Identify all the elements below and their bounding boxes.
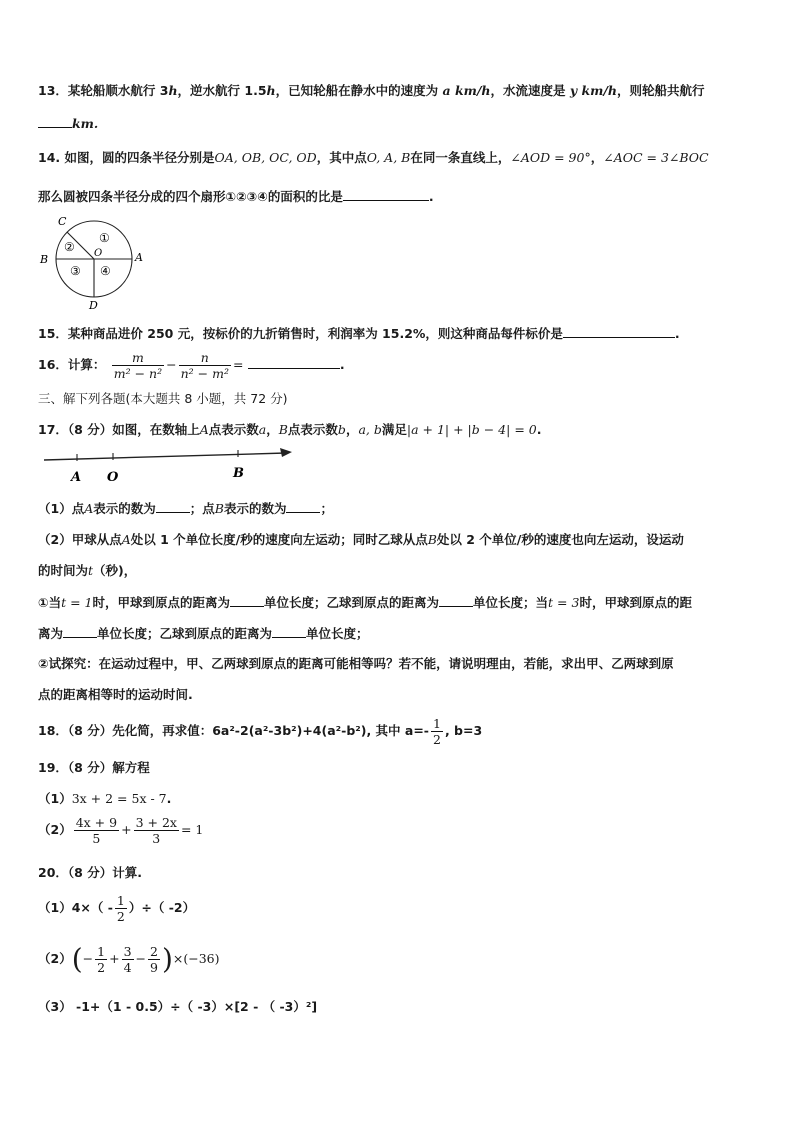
q14-text: 14. 如图，圆的四条半径分别是 <box>38 150 215 165</box>
q17-p1 <box>38 500 333 517</box>
q13-text: ，逆水航行 1.5 <box>177 83 267 98</box>
q17-text: ①当 <box>38 595 62 610</box>
q18-line <box>38 716 482 747</box>
label-c: C <box>58 215 67 228</box>
fraction-denominator: 3 <box>134 830 179 846</box>
number-line-figure <box>40 448 310 488</box>
fraction-denominator: 4 <box>123 960 132 975</box>
plus-sign: + <box>109 951 120 966</box>
answer-blank[interactable] <box>343 188 429 201</box>
q17-text: 点表示数 <box>208 422 259 437</box>
q17-text: ， <box>266 422 279 437</box>
q17-point-a: A <box>199 422 209 437</box>
answer-blank[interactable] <box>286 500 320 513</box>
q19-p1 <box>38 791 171 807</box>
q16-line <box>38 350 345 381</box>
q17-text: 点表示数 <box>287 422 338 437</box>
q17-text: （秒)， <box>93 563 137 578</box>
axis-label-b: B <box>233 466 244 481</box>
minus-sign: − <box>166 357 177 372</box>
fraction-denominator: 2 <box>116 909 125 924</box>
q13-text: ，则轮船共航行 <box>617 83 705 98</box>
q16-fraction-1 <box>112 350 164 381</box>
q17-c1-line2 <box>38 625 369 642</box>
q19-label: （1） <box>38 791 72 806</box>
answer-blank[interactable] <box>248 356 340 369</box>
q20-fraction-1 <box>95 944 107 975</box>
sector-4: ④ <box>100 264 111 278</box>
q18-text: 18．（8 分）先化简，再求值：6a²-2(a²-3b²)+4(a²-b²), 其中 a=- <box>38 723 429 738</box>
q20-p3: （3） -1+（1 - 0.5）÷（ -3）×[2 - （ -3）²] <box>38 999 318 1014</box>
q13-speed-a: a km/h <box>442 83 491 98</box>
fraction-denominator: 2 <box>97 960 106 975</box>
q13-unit-km: km. <box>72 116 99 131</box>
q14-radii: OA, OB, OC, OD <box>214 150 317 165</box>
q19-fraction-2 <box>134 815 179 846</box>
q17-t-eq-3: t = 3 <box>548 595 580 610</box>
q15-line <box>38 325 680 342</box>
section-heading: 三、解下列各题(本大题共 8 小题，共 72 分) <box>38 391 288 406</box>
q20-p2 <box>38 944 220 975</box>
q19-equation: 3x + 2 = 5x - 7 <box>71 791 167 806</box>
fraction-numerator: 1 <box>116 893 125 908</box>
q14-line1 <box>38 150 709 166</box>
fraction-denominator: m² − n² <box>113 366 163 381</box>
q17-text: 17．（8 分）如图，在数轴上 <box>38 422 200 437</box>
fraction-denominator: 5 <box>74 830 119 846</box>
q17-point-b: B <box>214 501 224 516</box>
q20-multiplier: ×(−36) <box>172 951 220 966</box>
fraction-numerator: m <box>132 350 144 365</box>
q17-text: 满足 <box>381 422 407 437</box>
q17-text: ， <box>345 422 359 437</box>
sector-2: ② <box>64 240 75 254</box>
number-line-axis <box>44 453 286 460</box>
q17-c2-line1: ②试探究：在运动过程中，甲、乙两球到原点的距离可能相等吗？若不能，请说明理由，若能，求出甲、乙两球到原 <box>38 656 674 671</box>
q20-fraction-2 <box>122 944 134 975</box>
axis-label-o: O <box>107 470 119 485</box>
q14-text: ， <box>590 150 604 165</box>
right-paren: ) <box>161 942 173 976</box>
sector-1: ① <box>99 231 110 245</box>
q20-fraction <box>115 893 127 924</box>
q17-c2-line2: 点的距离相等时的运动时间. <box>38 687 193 702</box>
q17-p2-line2 <box>38 563 136 579</box>
answer-blank[interactable] <box>563 325 675 338</box>
q20-p1 <box>38 893 195 924</box>
q17-line1 <box>38 422 541 438</box>
q17-condition: |a + 1| + |b − 4| = 0 <box>406 422 537 437</box>
q14-text: 那么圆被四条半径分成的四个扇形①②③④的面积的比是 <box>38 189 343 204</box>
q19-fraction-1 <box>74 815 119 846</box>
q17-text: 单位长度； <box>306 626 369 641</box>
q17-text: 时，甲球到原点的距离为 <box>92 595 231 610</box>
answer-blank[interactable] <box>63 625 97 638</box>
q13-speed-y: y km/h <box>569 83 618 98</box>
q14-text: . <box>428 189 434 204</box>
q13-text: 13．某轮船顺水航行 3 <box>38 83 169 98</box>
q17-text: 表示的数为 <box>223 501 287 516</box>
q17-text: 处以 1 个单位长度/秒的速度向左运动；同时乙球从点 <box>130 532 428 547</box>
q17-text: （1）点 <box>38 501 85 516</box>
q17-point-b: B <box>278 422 288 437</box>
q19-label: （2） <box>38 822 72 837</box>
axis-label-a: A <box>71 470 82 485</box>
axis-arrow-icon <box>280 448 292 457</box>
q17-var-a: a <box>258 422 267 437</box>
fraction-numerator: n <box>200 350 209 365</box>
answer-blank[interactable] <box>38 115 72 128</box>
plus-sign: + <box>121 822 132 837</box>
q16-fraction-2 <box>179 350 231 381</box>
q14-points: O, A, B <box>366 150 411 165</box>
answer-blank[interactable] <box>272 625 306 638</box>
fraction-numerator: 1 <box>97 944 106 959</box>
q17-point-a: A <box>121 532 131 547</box>
fraction-denominator: 9 <box>150 960 158 975</box>
q17-text: 离为 <box>38 626 64 641</box>
q13-text: ，已知轮船在静水中的速度为 <box>275 83 443 98</box>
fraction-numerator: 3 <box>123 944 132 959</box>
q19-p2 <box>38 815 203 846</box>
q17-point-a: A <box>84 501 94 516</box>
q17-text: ； <box>320 501 333 516</box>
sector-3: ③ <box>70 264 81 278</box>
q17-p2-line1 <box>38 532 684 548</box>
fraction-numerator: 2 <box>150 944 158 959</box>
fraction-numerator: 1 <box>433 716 441 731</box>
q16-text: . <box>339 357 345 372</box>
equals-sign: = 1 <box>180 822 204 837</box>
q17-text: （2）甲球从点 <box>38 532 122 547</box>
q18-fraction <box>431 716 443 747</box>
left-paren: ( <box>71 942 83 976</box>
q17-t-eq-1: t = 1 <box>61 595 93 610</box>
q15-text: 15．某种商品进价 250 元，按标价的九折销售时，利润率为 15.2%，则这种商品每件标价是 <box>38 326 563 341</box>
q17-text: ；点 <box>189 501 215 516</box>
q17-text: . <box>536 422 542 437</box>
q17-text: 单位长度；当 <box>473 595 549 610</box>
q13-line2 <box>38 115 98 132</box>
q20-title: 20．（8 分）计算. <box>38 865 142 880</box>
q17-text: 单位长度；乙球到原点的距离为 <box>264 595 440 610</box>
q19-title: 19．（8 分）解方程 <box>38 760 150 775</box>
q13-unit-h: h <box>266 83 276 98</box>
q14-circle-figure <box>36 212 148 312</box>
label-o: O <box>94 248 103 259</box>
answer-blank[interactable] <box>230 594 264 607</box>
q18-text: , b=3 <box>444 723 483 738</box>
q17-var-t: t <box>88 563 94 578</box>
minus-sign: − <box>135 951 146 966</box>
q13-text: ，水流速度是 <box>490 83 570 98</box>
q17-text: 处以 2 个单位/秒的速度也向左运动，设运动 <box>436 532 684 547</box>
q20-text: ）÷（ -2） <box>128 900 196 915</box>
label-b: B <box>40 253 49 266</box>
fraction-numerator: 3 + 2x <box>135 815 177 830</box>
q17-vars: a, b <box>358 422 382 437</box>
q13-line1 <box>38 83 705 99</box>
label-a: A <box>135 251 143 264</box>
q17-text: 时，甲球到原点的距 <box>579 595 692 610</box>
fraction-numerator: 4x + 9 <box>75 815 118 830</box>
q19-text: . <box>166 791 172 806</box>
q20-label: （2） <box>38 951 72 966</box>
answer-blank[interactable] <box>156 500 190 513</box>
minus-sign: − <box>82 951 94 966</box>
q15-text: . <box>674 326 680 341</box>
q13-unit-h: h <box>168 83 178 98</box>
q20-fraction-3 <box>148 944 160 975</box>
q14-text: 在同一条直线上， <box>410 150 511 165</box>
q16-text: 16．计算： <box>38 357 106 372</box>
q17-c1-line1 <box>38 594 692 611</box>
answer-blank[interactable] <box>439 594 473 607</box>
q17-text: 表示的数为 <box>93 501 156 516</box>
fraction-denominator: n² − m² <box>180 366 229 381</box>
q14-angle-aoc: ∠AOC = 3∠BOC <box>603 150 709 165</box>
equals-sign: = <box>232 357 244 372</box>
q17-text: 的时间为 <box>38 563 89 578</box>
q14-line2 <box>38 188 434 205</box>
fraction-denominator: 2 <box>433 732 441 747</box>
label-d: D <box>89 299 98 312</box>
q17-text: 单位长度；乙球到原点的距离为 <box>97 626 273 641</box>
q17-var-b: b <box>337 422 346 437</box>
q17-point-b: B <box>427 532 437 547</box>
q14-text: ，其中点 <box>316 150 367 165</box>
q14-angle-aod: ∠AOD = 90° <box>510 150 591 165</box>
q20-text: （1）4×（ - <box>38 900 113 915</box>
